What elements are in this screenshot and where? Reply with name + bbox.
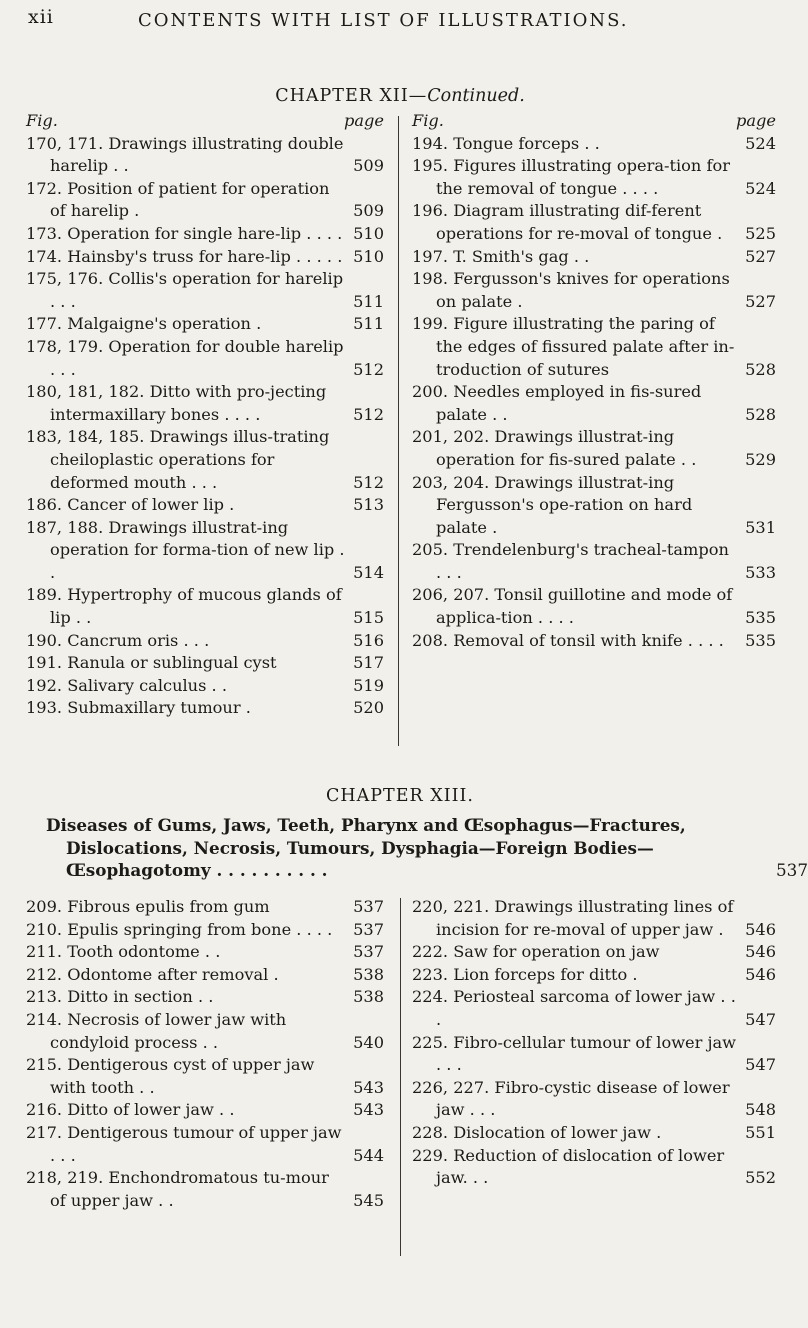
contents-entry xyxy=(412,539,776,584)
entry-title: 218, 219. Enchondromatous tu-mour of upper jaw . . xyxy=(26,1168,329,1210)
entry-title: 222. Saw for operation on jaw xyxy=(412,942,660,962)
entry-page-number: 511 xyxy=(353,291,384,311)
entry-page-number: 544 xyxy=(353,1145,384,1165)
entry-title: 220, 221. Drawings illustrating lines of incision for re-moval of upper jaw . xyxy=(412,897,734,939)
entry-page-number: 525 xyxy=(745,223,776,243)
entry-title: 214. Necrosis of lower jaw with condyloid process . . xyxy=(26,1009,287,1052)
entry-page-number: 528 xyxy=(745,359,776,379)
entry-title: 223. Lion forceps for ditto . xyxy=(412,964,638,984)
entry-title: 205. Trendelenburg's tracheal-tampon . . . xyxy=(412,540,729,582)
contents-entry xyxy=(412,1077,776,1122)
contents-entry xyxy=(412,1122,776,1145)
entry-title: 170, 171. Drawings illustrating double harelip . . xyxy=(26,133,344,176)
contents-entry xyxy=(26,517,384,585)
contents-entry xyxy=(26,941,384,964)
entry-title: 224. Periosteal sarcoma of lower jaw . . . xyxy=(412,987,736,1029)
entry-title: 209. Fibrous epulis from gum xyxy=(26,897,270,916)
contents-entry xyxy=(26,246,384,269)
contents-entry xyxy=(26,223,384,246)
page-number: xii xyxy=(28,6,54,28)
entry-title: 199. Figure illustrating the paring of the edges of fissured palate after in-troduction of sutures xyxy=(412,314,735,379)
entry-page-number: 538 xyxy=(353,987,384,1007)
entry-page-number: 545 xyxy=(353,1190,384,1210)
contents-entry xyxy=(412,630,776,653)
chapter-12-heading xyxy=(0,86,800,106)
entry-title: 183, 184, 185. Drawings illus-trating cheiloplastic operations for deformed mouth . . . xyxy=(26,427,330,492)
contents-entry xyxy=(412,964,776,987)
column-divider xyxy=(398,116,399,746)
entry-page-number: 527 xyxy=(745,246,776,266)
entry-page-number: 537 xyxy=(353,942,384,962)
entry-title: 228. Dislocation of lower jaw . xyxy=(412,1122,662,1142)
entry-page-number: 524 xyxy=(745,133,776,153)
entry-page-number: 520 xyxy=(353,698,384,718)
contents-entry xyxy=(412,896,776,941)
entry-page-number: 538 xyxy=(353,964,384,984)
chapter-13-heading: CHAPTER XIII. xyxy=(325,786,474,806)
chapter-13-description-page: 537 xyxy=(775,860,808,881)
entry-title: 194. Tongue forceps . . xyxy=(412,133,600,153)
entry-page-number: 519 xyxy=(353,675,384,695)
page-label: page xyxy=(344,111,384,130)
entry-page-number: 537 xyxy=(353,897,384,916)
entry-title: 189. Hypertrophy of mucous glands of lip . . xyxy=(26,585,342,628)
entry-page-number: 543 xyxy=(353,1100,384,1120)
entry-title: 201, 202. Drawings illustrat-ing operation for fis-sured palate . . xyxy=(412,427,697,469)
contents-entry xyxy=(26,133,384,178)
chapter-13-description-text: Diseases of Gums, Jaws, Teeth, Pharynx and Œsophagus—Fractures, Dislocations, Necrosis, Tumours, Dysphagia—Foreign Bodies—Œsophagotomy . . . . . . . . . . xyxy=(46,815,686,881)
contents-entry xyxy=(26,896,384,919)
chapter-13-right-column xyxy=(412,896,776,1190)
entry-page-number: 535 xyxy=(745,608,776,628)
fig-label: Fig. xyxy=(412,111,444,130)
entry-title: 226, 227. Fibro-cystic disease of lower jaw . . . xyxy=(412,1077,730,1120)
column-header xyxy=(26,110,384,133)
contents-entry xyxy=(412,584,776,629)
contents-entry xyxy=(412,986,776,1031)
entry-title: 190. Cancrum oris . . . xyxy=(26,630,210,650)
entry-title: 211. Tooth odontome . . xyxy=(26,942,221,962)
entry-page-number: 546 xyxy=(745,942,776,962)
entry-page-number: 513 xyxy=(353,495,384,515)
entry-page-number: 540 xyxy=(353,1032,384,1052)
contents-entry xyxy=(26,336,384,381)
entry-page-number: 531 xyxy=(745,517,776,537)
entry-page-number: 529 xyxy=(745,449,776,469)
contents-entry xyxy=(26,426,384,494)
entry-title: 213. Ditto in section . . xyxy=(26,987,214,1007)
entry-title: 216. Ditto of lower jaw . . xyxy=(26,1100,235,1120)
entry-title: 208. Removal of tonsil with knife . . . . xyxy=(412,630,724,650)
contents-entry xyxy=(26,964,384,987)
contents-entry xyxy=(26,919,384,942)
contents-entry xyxy=(26,1054,384,1099)
contents-entry xyxy=(412,472,776,540)
chapter-13-description xyxy=(46,814,808,882)
entry-title: 193. Submaxillary tumour . xyxy=(26,698,251,718)
entry-page-number: 514 xyxy=(353,562,384,582)
contents-entry xyxy=(26,381,384,426)
entry-page-number: 515 xyxy=(353,608,384,628)
entry-page-number: 546 xyxy=(745,919,776,939)
entry-title: 187, 188. Drawings illustrat-ing operation for forma-tion of new lip . . xyxy=(26,517,345,582)
contents-entry xyxy=(26,268,384,313)
entry-title: 197. T. Smith's gag . . xyxy=(412,246,590,266)
contents-entry xyxy=(26,313,384,336)
contents-entry xyxy=(412,1145,776,1190)
entry-page-number: 512 xyxy=(353,359,384,379)
contents-entry xyxy=(412,200,776,245)
entry-title: 180, 181, 182. Ditto with pro-jecting intermaxillary bones . . . . xyxy=(26,382,327,424)
entry-page-number: 535 xyxy=(745,630,776,650)
contents-entry xyxy=(26,1099,384,1122)
column-divider xyxy=(400,898,401,1256)
entry-page-number: 537 xyxy=(353,919,384,939)
entry-title: 196. Diagram illustrating dif-ferent operations for re-moval of tongue . xyxy=(412,201,723,243)
entry-page-number: 528 xyxy=(745,404,776,424)
chapter-13-left-column xyxy=(26,896,384,1212)
contents-entry xyxy=(26,1167,384,1212)
entry-title: 229. Reduction of dislocation of lower jaw. . . xyxy=(412,1145,725,1188)
entry-page-number: 512 xyxy=(353,404,384,424)
contents-entry xyxy=(26,675,384,698)
contents-entry xyxy=(26,584,384,629)
entry-title: 200. Needles employed in fis-sured palate . . xyxy=(412,382,702,424)
entry-title: 186. Cancer of lower lip . xyxy=(26,495,235,515)
contents-entry xyxy=(412,246,776,269)
entry-page-number: 510 xyxy=(353,246,384,266)
contents-entry xyxy=(26,178,384,223)
entry-title: 206, 207. Tonsil guillotine and mode of applica-tion . . . . xyxy=(412,585,733,628)
entry-title: 198. Fergusson's knives for operations on palate . xyxy=(412,269,730,311)
entry-page-number: 533 xyxy=(745,562,776,582)
entry-page-number: 524 xyxy=(745,178,776,198)
fig-label: Fig. xyxy=(26,111,58,130)
entry-title: 203, 204. Drawings illustrat-ing Fergusson's ope-ration on hard palate . xyxy=(412,472,693,537)
entry-title: 177. Malgaigne's operation . xyxy=(26,314,262,334)
running-header xyxy=(28,6,772,36)
column-header xyxy=(412,110,776,133)
contents-entry xyxy=(412,155,776,200)
contents-entry xyxy=(26,630,384,653)
contents-entry xyxy=(412,268,776,313)
page-label: page xyxy=(736,111,776,130)
contents-entry xyxy=(26,1009,384,1054)
entry-page-number: 527 xyxy=(745,291,776,311)
entry-title: 215. Dentigerous cyst of upper jaw with tooth . . xyxy=(26,1055,315,1097)
entry-title: 175, 176. Collis's operation for harelip . . . xyxy=(26,269,344,311)
entry-title: 172. Position of patient for operation of harelip . xyxy=(26,178,330,221)
entry-page-number: 552 xyxy=(745,1168,776,1188)
running-title: CONTENTS WITH LIST OF ILLUSTRATIONS. xyxy=(138,10,629,31)
entry-page-number: 509 xyxy=(353,201,384,221)
entry-page-number: 516 xyxy=(353,630,384,650)
contents-entry xyxy=(412,381,776,426)
contents-entry xyxy=(412,1032,776,1077)
entry-title: 210. Epulis springing from bone . . . . xyxy=(26,919,333,939)
contents-entry xyxy=(26,652,384,675)
entry-page-number: 517 xyxy=(353,653,384,673)
contents-entry xyxy=(26,494,384,517)
entry-title: 173. Operation for single hare-lip . . . . xyxy=(26,223,343,243)
entry-page-number: 511 xyxy=(353,314,384,334)
chapter-12-left-column xyxy=(26,110,384,720)
entry-title: 192. Salivary calculus . . xyxy=(26,675,227,695)
entry-title: 174. Hainsby's truss for hare-lip . . . . . xyxy=(26,246,343,266)
contents-entry xyxy=(412,133,776,156)
contents-entry xyxy=(412,426,776,471)
chapter-12-title: CHAPTER XII— xyxy=(275,86,428,106)
chapter-12-continued: Continued. xyxy=(427,86,525,106)
entry-page-number: 546 xyxy=(745,964,776,984)
entry-title: 212. Odontome after removal . xyxy=(26,964,279,984)
entry-title: 195. Figures illustrating opera-tion for the removal of tongue . . . . xyxy=(412,156,730,198)
entry-page-number: 551 xyxy=(745,1122,776,1142)
entry-page-number: 547 xyxy=(745,1055,776,1075)
contents-entry xyxy=(412,313,776,381)
entry-title: 191. Ranula or sublingual cyst xyxy=(26,653,277,673)
entry-title: 178, 179. Operation for double harelip . . . xyxy=(26,336,344,379)
contents-entry xyxy=(26,1122,384,1167)
contents-entry xyxy=(26,697,384,720)
entry-title: 217. Dentigerous tumour of upper jaw . . . xyxy=(26,1122,342,1165)
entry-page-number: 512 xyxy=(353,472,384,492)
entry-page-number: 510 xyxy=(353,223,384,243)
entry-page-number: 547 xyxy=(745,1009,776,1029)
contents-entry xyxy=(412,941,776,964)
entry-page-number: 543 xyxy=(353,1077,384,1097)
entry-page-number: 509 xyxy=(353,156,384,176)
contents-entry xyxy=(26,986,384,1009)
chapter-12-right-column xyxy=(412,110,776,652)
entry-title: 225. Fibro-cellular tumour of lower jaw . . . xyxy=(412,1032,737,1075)
entry-page-number: 548 xyxy=(745,1100,776,1120)
